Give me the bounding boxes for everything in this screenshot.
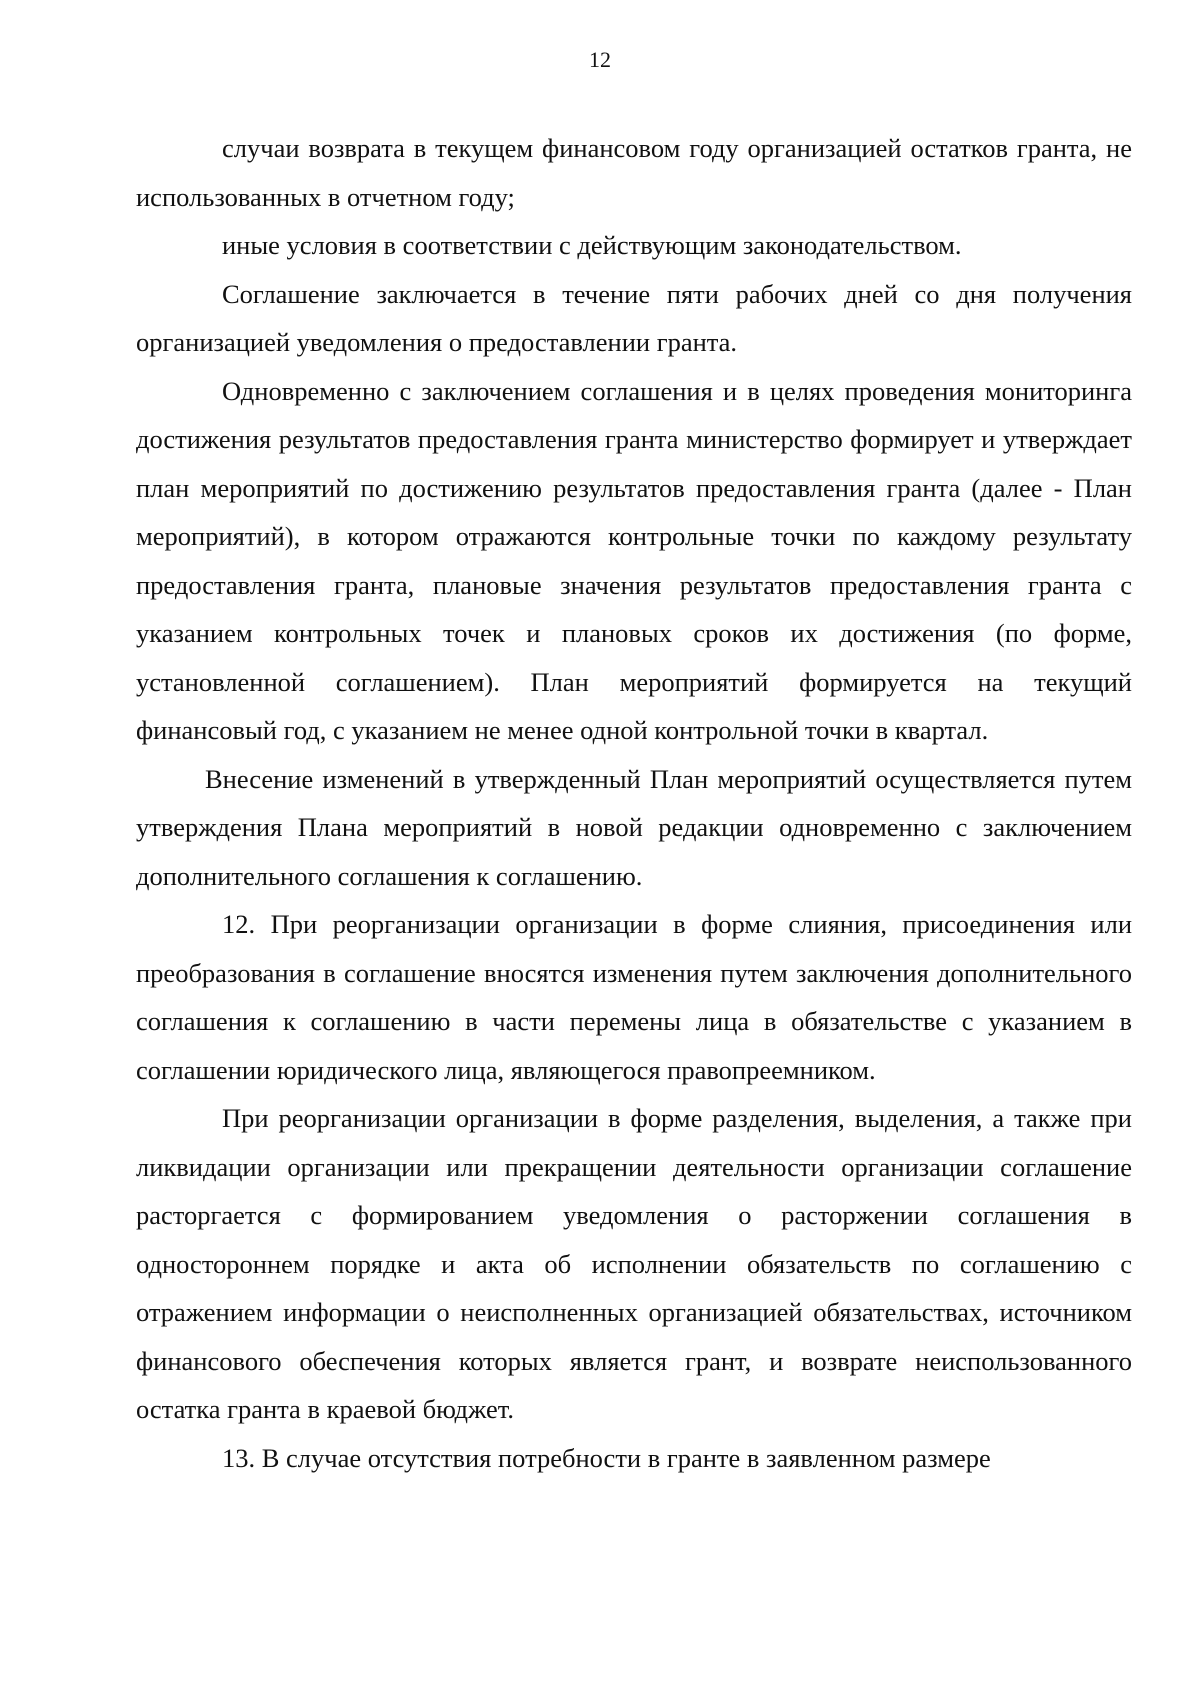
- paragraph-plan-changes: Внесение изменений в утвержденный План мероприятий осуществляется путем утверждения Плана мероприятий в новой редакции одновременно с заключением дополнительного соглашения к соглашению.: [136, 763, 1132, 891]
- paragraph-reorganization: При реорганизации организации в форме разделения, выделения, а также при ликвидации организации или прекращении деятельности организации соглашение расторгается с формированием уведомления о расторжении соглашения в одностороннем порядке и акта об исполнении обязательств по соглашению с отражением информации о неисполненных организацией обязательствах, источником финансового обеспечения которых является грант, и возврате неиспользованного остатка гранта в краевой бюджет.: [136, 1103, 1132, 1424]
- paragraph-item-13: 13. В случае отсутствия потребности в гранте в заявленном размере: [222, 1442, 991, 1473]
- page-number: 12: [589, 47, 611, 72]
- document-body: [136, 124, 1132, 1482]
- paragraph-agreement-term: Соглашение заключается в течение пяти рабочих дней со дня получения организацией уведомления о предоставлении гранта.: [136, 278, 1132, 357]
- paragraph-item-12: 12. При реорганизации организации в форме слияния, присоединения или преобразования в соглашение вносятся изменения путем заключения дополнительного соглашения к соглашению в части перемены лица в обязательстве с указанием в соглашении юридического лица, являющегося правопреемником.: [136, 909, 1132, 1085]
- paragraph-other-conditions: иные условия в соответствии с действующим законодательством.: [222, 230, 962, 260]
- paragraph-grant-return: случаи возврата в текущем финансовом году организацией остатков гранта, не использованных в отчетном году;: [136, 133, 1132, 212]
- paragraph-action-plan: Одновременно с заключением соглашения и в целях проведения мониторинга достижения результатов предоставления гранта министерство формирует и утверждает план мероприятий по достижению результатов предоставления гранта (далее - План мероприятий), в котором отражаются контрольные точки по каждому результату предоставления гранта, плановые значения результатов предоставления гранта с указанием контрольных точек и плановых сроков их достижения (по форме, установленной соглашением). План мероприятий формируется на текущий финансовый год, с указанием не менее одной контрольной точки в квартал.: [136, 375, 1132, 745]
